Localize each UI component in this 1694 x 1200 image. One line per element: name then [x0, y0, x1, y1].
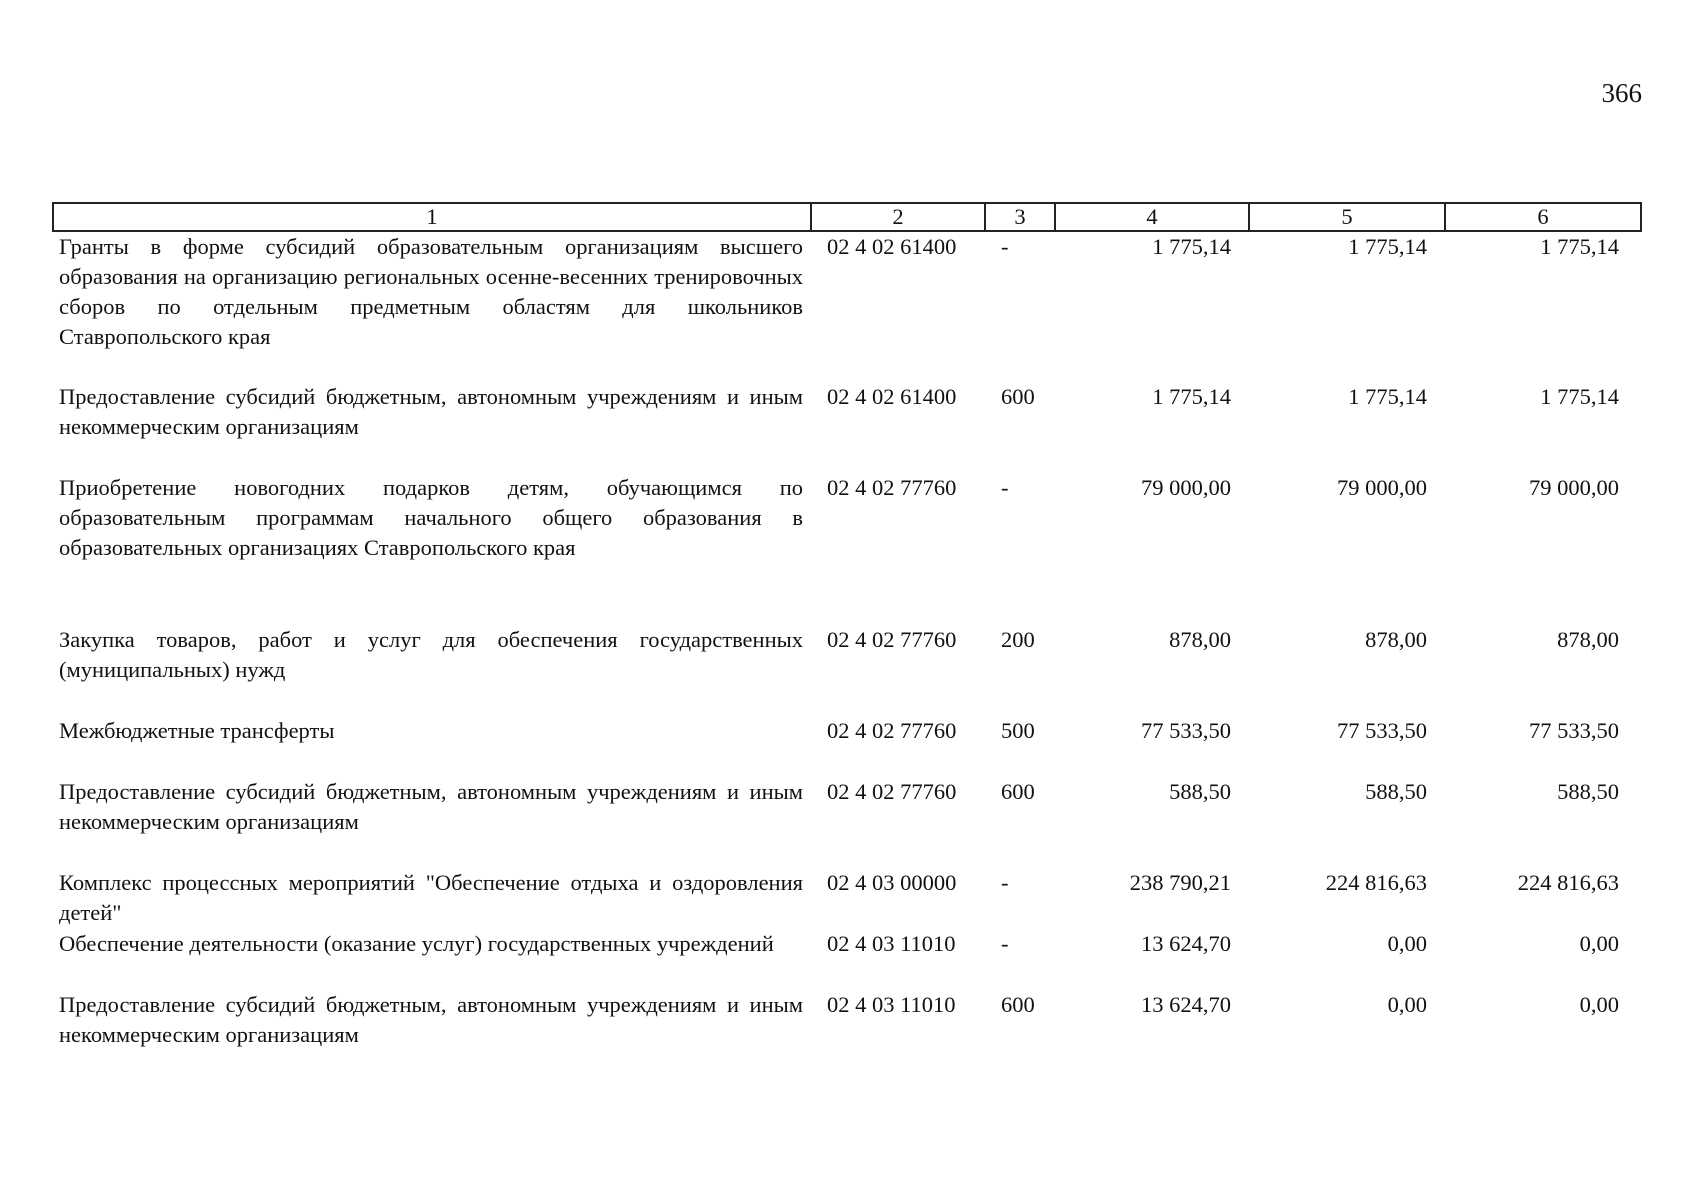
- row-code: 02 4 02 61400: [827, 234, 957, 259]
- row-type: 600: [1001, 779, 1035, 804]
- row-code: 02 4 02 77760: [827, 718, 957, 743]
- row-value-4: 13 624,70: [1141, 931, 1231, 956]
- row-value-5: 588,50: [1365, 779, 1427, 804]
- table-row: [53, 716, 1641, 777]
- header-col-4: 4: [1055, 203, 1249, 231]
- header-col-1: 1: [53, 203, 811, 231]
- row-name: Предоставление субсидий бюджетным, автономным учреждениям и иным некоммерческим организациям: [59, 779, 803, 834]
- row-value-6: 0,00: [1579, 931, 1619, 956]
- row-value-6: 1 775,14: [1540, 234, 1619, 259]
- row-value-5: 0,00: [1387, 931, 1427, 956]
- table-row: [53, 777, 1641, 868]
- row-code: 02 4 03 11010: [827, 931, 956, 956]
- row-type: -: [1001, 870, 1009, 895]
- row-value-6: 588,50: [1557, 779, 1619, 804]
- row-value-6: 878,00: [1557, 627, 1619, 652]
- row-type: -: [1001, 931, 1009, 956]
- row-value-4: 77 533,50: [1141, 718, 1231, 743]
- budget-table-container: [52, 202, 1642, 1051]
- row-code: 02 4 03 11010: [827, 992, 956, 1017]
- row-name: Гранты в форме субсидий образовательным организациям высшего образования на организацию региональных осенне-весенних тренировочных сборов по отдельным предметным областям для школьников Ставропольского края: [59, 234, 803, 349]
- row-value-5: 0,00: [1387, 992, 1427, 1017]
- row-value-4: 1 775,14: [1152, 234, 1231, 259]
- row-name: Предоставление субсидий бюджетным, автономным учреждениям и иным некоммерческим организациям: [59, 992, 803, 1047]
- row-value-5: 224 816,63: [1325, 870, 1427, 895]
- page-number: 366: [1601, 78, 1642, 108]
- table-row: [53, 473, 1641, 625]
- row-value-6: 1 775,14: [1540, 384, 1619, 409]
- table-row: [53, 990, 1641, 1051]
- row-value-4: 588,50: [1169, 779, 1231, 804]
- row-name: Закупка товаров, работ и услуг для обеспечения государственных (муниципальных) нужд: [59, 627, 803, 682]
- row-type: -: [1001, 234, 1009, 259]
- table-row: [53, 231, 1641, 382]
- row-type: 600: [1001, 384, 1035, 409]
- row-value-5: 77 533,50: [1337, 718, 1427, 743]
- budget-table: [52, 202, 1642, 1051]
- row-code: 02 4 02 61400: [827, 384, 957, 409]
- row-value-6: 79 000,00: [1529, 475, 1619, 500]
- row-type: 500: [1001, 718, 1035, 743]
- row-name: Комплекс процессных мероприятий "Обеспечение отдыха и оздоровления детей": [59, 870, 803, 925]
- row-code: 02 4 03 00000: [827, 870, 957, 895]
- row-value-4: 1 775,14: [1152, 384, 1231, 409]
- header-col-3: 3: [985, 203, 1055, 231]
- row-value-5: 1 775,14: [1348, 234, 1427, 259]
- row-value-5: 878,00: [1365, 627, 1427, 652]
- row-code: 02 4 02 77760: [827, 475, 957, 500]
- row-value-4: 79 000,00: [1141, 475, 1231, 500]
- row-value-4: 238 790,21: [1129, 870, 1231, 895]
- row-name: Обеспечение деятельности (оказание услуг) государственных учреждений: [59, 931, 774, 956]
- row-code: 02 4 02 77760: [827, 779, 957, 804]
- row-value-4: 878,00: [1169, 627, 1231, 652]
- table-row: [53, 382, 1641, 473]
- row-value-6: 77 533,50: [1529, 718, 1619, 743]
- row-type: 200: [1001, 627, 1035, 652]
- table-row: [53, 929, 1641, 990]
- row-value-6: 224 816,63: [1517, 870, 1619, 895]
- row-type: 600: [1001, 992, 1035, 1017]
- row-name: Приобретение новогодних подарков детям, обучающимся по образовательным программам начального общего образования в образовательных организациях Ставропольского края: [59, 475, 803, 560]
- table-row: [53, 868, 1641, 929]
- header-row: [53, 203, 1641, 231]
- row-value-4: 13 624,70: [1141, 992, 1231, 1017]
- row-value-6: 0,00: [1579, 992, 1619, 1017]
- row-value-5: 79 000,00: [1337, 475, 1427, 500]
- table-body: [53, 231, 1641, 1051]
- table-row: [53, 625, 1641, 716]
- row-type: -: [1001, 475, 1009, 500]
- header-col-5: 5: [1249, 203, 1445, 231]
- row-name: Межбюджетные трансферты: [59, 718, 335, 743]
- header-col-2: 2: [811, 203, 985, 231]
- row-value-5: 1 775,14: [1348, 384, 1427, 409]
- header-col-6: 6: [1445, 203, 1641, 231]
- table-header: [53, 203, 1641, 231]
- row-name: Предоставление субсидий бюджетным, автономным учреждениям и иным некоммерческим организациям: [59, 384, 803, 439]
- row-code: 02 4 02 77760: [827, 627, 957, 652]
